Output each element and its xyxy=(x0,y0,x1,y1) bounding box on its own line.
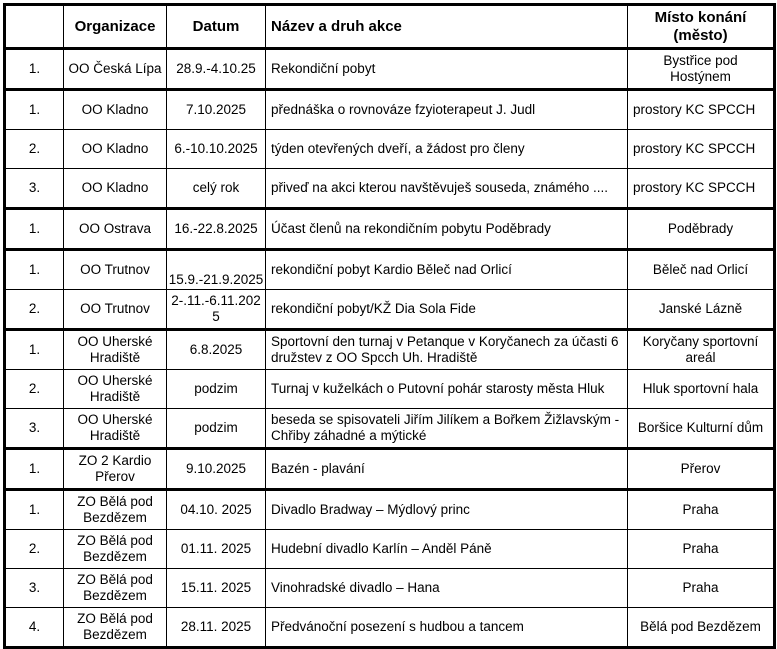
cell-num: 1. xyxy=(5,449,64,490)
cell-num: 2. xyxy=(5,290,64,330)
cell-num: 3. xyxy=(5,569,64,608)
cell-org: OO Kladno xyxy=(64,130,167,169)
cell-org: ZO 2 Kardio Přerov xyxy=(64,449,167,490)
cell-misto: Bystřice pod Hostýnem xyxy=(628,49,775,90)
cell-datum: celý rok xyxy=(167,169,266,209)
cell-num: 1. xyxy=(5,250,64,290)
table-row xyxy=(5,608,775,648)
cell-org: ZO Bělá pod Bezdězem xyxy=(64,530,167,569)
cell-datum: 2-.11.-6.11.2025 xyxy=(167,290,266,330)
cell-num: 3. xyxy=(5,409,64,449)
cell-nazev: rekondiční pobyt/KŽ Dia Sola Fide xyxy=(266,290,628,330)
cell-nazev: Sportovní den turnaj v Petanque v Koryčanech za účasti 6 družstev z OO Spcch Uh. Hradiště xyxy=(266,330,628,370)
table-row xyxy=(5,490,775,530)
table-row xyxy=(5,370,775,409)
cell-org: OO Uherské Hradiště xyxy=(64,330,167,370)
cell-org: OO Česká Lípa xyxy=(64,49,167,90)
cell-nazev: Předvánoční posezení s hudbou a tancem xyxy=(266,608,628,648)
cell-org: OO Kladno xyxy=(64,90,167,130)
cell-datum: 16.-22.8.2025 xyxy=(167,209,266,250)
cell-org: OO Kladno xyxy=(64,169,167,209)
cell-num: 1. xyxy=(5,490,64,530)
cell-nazev: Vinohradské divadlo – Hana xyxy=(266,569,628,608)
table-row xyxy=(5,449,775,490)
cell-org: ZO Bělá pod Bezdězem xyxy=(64,569,167,608)
cell-nazev: Hudební divadlo Karlín – Anděl Páně xyxy=(266,530,628,569)
table-row xyxy=(5,49,775,90)
header-row xyxy=(5,5,775,49)
cell-misto: Hluk sportovní hala xyxy=(628,370,775,409)
cell-nazev: Bazén - plavání xyxy=(266,449,628,490)
cell-org: ZO Bělá pod Bezdězem xyxy=(64,608,167,648)
cell-num: 1. xyxy=(5,330,64,370)
cell-misto: prostory KC SPCCH xyxy=(628,130,775,169)
cell-datum: 9.10.2025 xyxy=(167,449,266,490)
table-row xyxy=(5,530,775,569)
cell-org: OO Trutnov xyxy=(64,290,167,330)
cell-datum: 7.10.2025 xyxy=(167,90,266,130)
cell-datum: 6.-10.10.2025 xyxy=(167,130,266,169)
table-row xyxy=(5,409,775,449)
cell-misto: Bělá pod Bezdězem xyxy=(628,608,775,648)
column-header-datum: Datum xyxy=(167,5,266,49)
cell-num: 2. xyxy=(5,530,64,569)
cell-num: 2. xyxy=(5,370,64,409)
cell-num: 3. xyxy=(5,169,64,209)
column-header-num xyxy=(5,5,64,49)
cell-nazev: Divadlo Bradway – Mýdlový princ xyxy=(266,490,628,530)
cell-nazev: rekondiční pobyt Kardio Běleč nad Orlicí xyxy=(266,250,628,290)
cell-misto: Janské Lázně xyxy=(628,290,775,330)
cell-nazev: Rekondiční pobyt xyxy=(266,49,628,90)
cell-nazev: týden otevřených dveří, a žádost pro členy xyxy=(266,130,628,169)
table-body xyxy=(5,49,775,648)
cell-num: 4. xyxy=(5,608,64,648)
cell-num: 2. xyxy=(5,130,64,169)
cell-org: OO Ostrava xyxy=(64,209,167,250)
cell-datum: podzim xyxy=(167,409,266,449)
table-row xyxy=(5,330,775,370)
cell-org: ZO Bělá pod Bezdězem xyxy=(64,490,167,530)
cell-misto: Praha xyxy=(628,490,775,530)
cell-datum: 01.11. 2025 xyxy=(167,530,266,569)
cell-nazev: Účast členů na rekondičním pobytu Poděbrady xyxy=(266,209,628,250)
cell-nazev: přiveď na akci kterou navštěvuješ souseda, známého .... xyxy=(266,169,628,209)
column-header-nazev: Název a druh akce xyxy=(266,5,628,49)
cell-datum: 28.9.-4.10.25 xyxy=(167,49,266,90)
cell-org: OO Uherské Hradiště xyxy=(64,370,167,409)
table-row xyxy=(5,209,775,250)
cell-num: 1. xyxy=(5,49,64,90)
cell-num: 1. xyxy=(5,90,64,130)
cell-nazev: Turnaj v kuželkách o Putovní pohár starosty města Hluk xyxy=(266,370,628,409)
table-row xyxy=(5,90,775,130)
cell-misto: Přerov xyxy=(628,449,775,490)
column-header-misto: Místo konání (město) xyxy=(628,5,775,49)
cell-num: 1. xyxy=(5,209,64,250)
cell-misto: prostory KC SPCCH xyxy=(628,169,775,209)
cell-nazev: beseda se spisovateli Jiřím Jilíkem a Bořkem Žižlavským - Chřiby záhadné a mýtické xyxy=(266,409,628,449)
cell-datum: 15.9.-21.9.2025 xyxy=(167,250,266,290)
cell-datum: 04.10. 2025 xyxy=(167,490,266,530)
cell-org: OO Uherské Hradiště xyxy=(64,409,167,449)
cell-misto: Běleč nad Orlicí xyxy=(628,250,775,290)
cell-misto: Boršice Kulturní dům xyxy=(628,409,775,449)
cell-misto: Koryčany sportovní areál xyxy=(628,330,775,370)
table-row xyxy=(5,290,775,330)
cell-datum: 15.11. 2025 xyxy=(167,569,266,608)
cell-misto: Poděbrady xyxy=(628,209,775,250)
cell-misto: Praha xyxy=(628,569,775,608)
cell-datum: podzim xyxy=(167,370,266,409)
events-table xyxy=(3,3,776,649)
cell-misto: Praha xyxy=(628,530,775,569)
cell-nazev: přednáška o rovnováze fzyioterapeut J. Judl xyxy=(266,90,628,130)
table-row xyxy=(5,569,775,608)
table-row xyxy=(5,250,775,290)
cell-misto: prostory KC SPCCH xyxy=(628,90,775,130)
table-row xyxy=(5,130,775,169)
column-header-organizace: Organizace xyxy=(64,5,167,49)
cell-org: OO Trutnov xyxy=(64,250,167,290)
table-row xyxy=(5,169,775,209)
cell-datum: 6.8.2025 xyxy=(167,330,266,370)
cell-datum: 28.11. 2025 xyxy=(167,608,266,648)
